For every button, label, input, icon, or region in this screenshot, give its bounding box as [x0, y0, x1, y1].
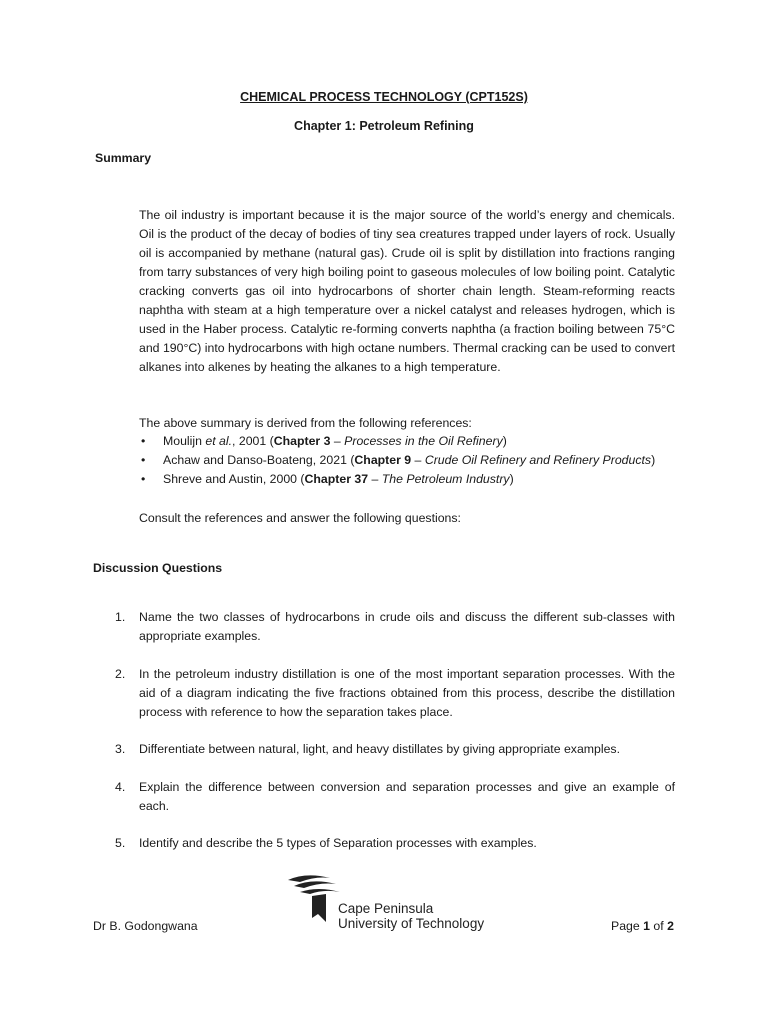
summary-heading: Summary — [95, 151, 152, 165]
reference-chapter: Chapter 9 — [354, 453, 412, 467]
reference-year: , 2001 ( — [232, 434, 274, 448]
logo-line-1: Cape Peninsula — [338, 901, 434, 916]
page-current: 1 — [643, 919, 650, 933]
chapter-heading: Chapter 1: Petroleum Refining — [294, 119, 474, 133]
reference-year: , 2000 ( — [262, 472, 305, 486]
logo-text — [338, 901, 484, 931]
reference-title: Crude Oil Refinery and Refinery Products — [424, 453, 652, 467]
question-item — [115, 665, 675, 722]
bullet-icon: • — [141, 472, 146, 486]
question-item — [115, 608, 675, 646]
question-item — [115, 778, 675, 816]
logo-line-2: University of Technology — [338, 916, 485, 931]
question-text: Explain the difference between conversion and separation processes and give an example of each. — [139, 780, 675, 813]
summary-paragraph: The oil industry is important because it is the major source of the world’s energy and chemicals. Oil is the product of the decay of bodies of tiny sea creatures trapped under layers of rock. Usually oil is accompanied by methane (natural gas). Crude oil is split by distillation into fractions ranging from tarry substances of very high boiling point to gaseous molecules of low boiling point. Catalytic cracking converts gas oil into hydrocarbons of shorter chain length. Steam-reforming reacts naphtha with steam at a high temperature over a nickel catalyst and releases hydrogen, which is used in the Haber process. Catalytic re-forming converts naphtha (a fraction boiling between 75°C and 190°C) into hydrocarbons with high octane numbers. Thermal cracking can be used to convert alkanes into alkenes by heating the alkanes to a high temperature. — [139, 208, 675, 374]
question-text: Differentiate between natural, light, and heavy distillates by giving appropriate examples. — [139, 742, 621, 756]
reference-etal: et al. — [205, 434, 233, 448]
reference-dash: – — [411, 453, 425, 467]
reference-dash: – — [368, 472, 382, 486]
reference-item — [139, 451, 699, 470]
question-number: 5. — [115, 836, 126, 850]
page-total: 2 — [667, 919, 674, 933]
page-of: of — [649, 919, 668, 933]
references-intro: The above summary is derived from the following references: — [139, 416, 472, 430]
question-number: 2. — [115, 667, 126, 681]
reference-item — [139, 432, 699, 451]
reference-chapter: Chapter 3 — [273, 434, 331, 448]
question-number: 1. — [115, 610, 126, 624]
reference-author: Achaw and Danso-Boateng — [163, 453, 313, 467]
question-item — [115, 740, 675, 759]
reference-chapter: Chapter 37 — [304, 472, 369, 486]
reference-close: ) — [651, 453, 656, 467]
reference-item — [139, 470, 699, 489]
footer-page-number — [611, 917, 674, 936]
reference-author: Shreve and Austin — [163, 472, 263, 486]
question-text: Name the two classes of hydrocarbons in crude oils and discuss the different sub-classes with appropriate examples. — [139, 610, 675, 643]
question-text: Identify and describe the 5 types of Separation processes with examples. — [139, 836, 537, 850]
reference-dash: – — [330, 434, 345, 448]
bullet-icon: • — [141, 453, 146, 467]
question-item — [115, 834, 675, 853]
cput-logo — [286, 872, 486, 934]
discussion-heading: Discussion Questions — [93, 561, 223, 575]
consult-instruction: Consult the references and answer the following questions: — [139, 511, 461, 525]
question-number: 3. — [115, 742, 126, 756]
reference-title: The Petroleum Industry — [381, 472, 510, 486]
reference-list — [139, 432, 699, 489]
reference-close: ) — [509, 472, 514, 486]
document-title: CHEMICAL PROCESS TECHNOLOGY (CPT152S) — [240, 90, 528, 104]
footer-author: Dr B. Godongwana — [93, 919, 198, 933]
reference-title: Processes in the Oil Refinery — [344, 434, 503, 448]
reference-close: ) — [502, 434, 507, 448]
question-text: In the petroleum industry distillation is one of the most important separation processes. With the aid of a diagram indicating the five fractions obtained from this process, describe the distillation process with reference to how the separation takes place. — [139, 667, 675, 719]
cput-logo-icon — [286, 872, 346, 932]
bullet-icon: • — [141, 434, 146, 448]
page-prefix: Page — [611, 919, 644, 933]
reference-year: , 2021 ( — [312, 453, 355, 467]
reference-author: Moulijn — [163, 434, 206, 448]
question-number: 4. — [115, 780, 126, 794]
